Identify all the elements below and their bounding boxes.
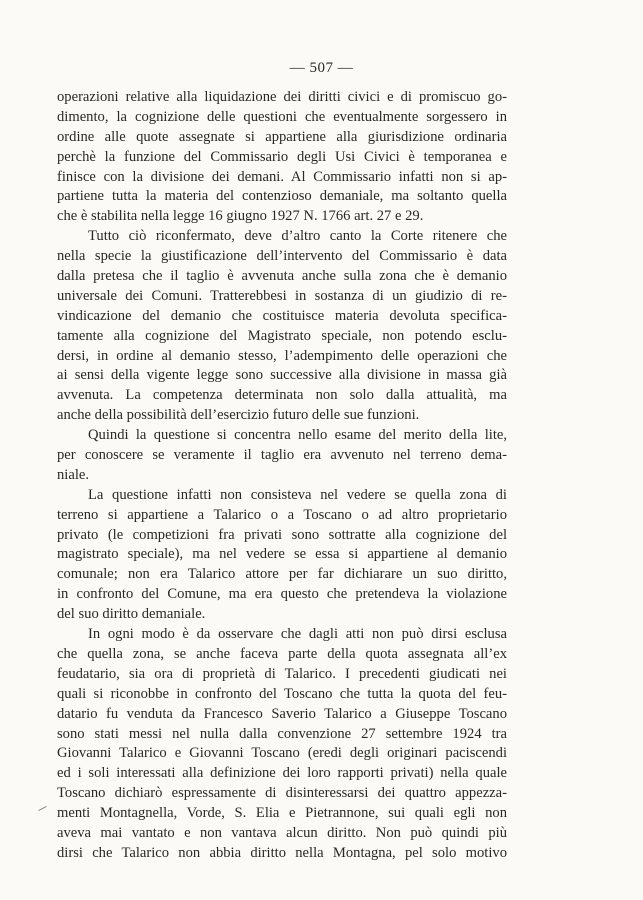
text-line: operazioni relative alla liquidazione dei diritti civici e di promiscuo go-	[57, 89, 507, 105]
text-line: terreno si appartiene a Talarico o a Toscano o ad altro proprietario	[57, 506, 507, 523]
text-line: avvenuta. La competenza determinata non solo dalla attualità, ma	[57, 387, 507, 404]
text-line: quali si riconobbe in confronto del Toscano che tutta la quota del feu-	[57, 685, 507, 702]
body-text	[57, 88, 507, 864]
margin-mark	[38, 806, 46, 811]
text-line: feudatario, sia ora di proprietà di Talarico. I precedenti giudicati nei	[57, 665, 507, 682]
text-line: universale dei Comuni. Tratterebbesi in sostanza di un giudizio di re-	[57, 287, 507, 304]
text-line: In ogni modo è da osservare che dagli atti non può dirsi esclusa	[88, 626, 507, 643]
text-line: vindicazione del demanio che costituisce materia devoluta specifica-	[57, 307, 507, 324]
text-line: Tutto ciò riconfermato, deve d’altro canto la Corte ritenere che	[88, 228, 507, 245]
text-line: partiene tutta la materia del contenzioso demaniale, ma soltanto quella	[57, 188, 507, 205]
text-line: La questione infatti non consisteva nel vedere se quella zona di	[88, 486, 507, 503]
page-number: — 507 —	[289, 60, 354, 76]
text-line: niale.	[57, 466, 90, 483]
text-line: dimento, la cognizione delle questioni che eventualmente sorgessero in	[57, 108, 507, 125]
text-line: per conoscere se veramente il taglio era avvenuto nel terreno dema-	[57, 447, 507, 464]
text-line: dalla pretesa che il taglio è avvenuta anche sulla zona che è demanio	[57, 268, 507, 285]
text-line: dersi, in ordine al demanio stesso, l’adempimento delle operazioni che	[57, 347, 507, 364]
text-line: comunale; non era Talarico attore per far dichiarare un suo diritto,	[57, 566, 507, 583]
text-line: in confronto del Comune, ma era questo che pretendeva la violazione	[57, 586, 507, 603]
text-line: menti Montagnella, Vorde, S. Elia e Pietrannone, sui quali egli non	[57, 805, 507, 822]
text-line: dirsi che Talarico non abbia diritto nella Montagna, pel solo motivo	[57, 844, 507, 861]
paragraph-5	[57, 625, 507, 864]
text-line: Quindi la questione si concentra nello esame del merito della lite,	[88, 427, 507, 444]
paragraph-3	[57, 426, 507, 486]
paragraph-4	[57, 486, 507, 625]
text-line: magistrato speciale), ma nel vedere se essa si appartiene al demanio	[57, 546, 507, 563]
text-line: sono stati messi nel nulla dalla convenzione 27 settembre 1924 tra	[57, 725, 507, 742]
text-line: Giovanni Talarico e Giovanni Toscano (eredi degli originari paciscendi	[57, 745, 507, 762]
text-line: perchè la funzione del Commissario degli Usi Civici è temporanea e	[57, 148, 507, 165]
text-line: anche della possibilità dell’esercizio futuro delle sue funzioni.	[57, 407, 420, 424]
text-line: ai sensi della vigente legge sono successive alla divisione in massa già	[57, 367, 507, 384]
text-line: ed i soli interessati alla definizione dei loro rapporti privati) nella quale	[57, 765, 507, 782]
text-line: che è stabilita nella legge 16 giugno 1927 N. 1766 art. 27 e 29.	[57, 208, 424, 225]
text-line: del suo diritto demaniale.	[57, 606, 206, 623]
text-line: nella specie la giustificazione dell’intervento del Commissario è data	[57, 248, 507, 265]
paragraph-2	[57, 227, 507, 426]
text-line: che quella zona, se anche faceva parte della quota assegnata all’ex	[57, 645, 507, 662]
text-line: aveva mai vantato e non vantava alcun diritto. Non può quindi più	[57, 824, 507, 841]
text-line: privato (le competizioni fra privati sono sottratte alla cognizione del	[57, 526, 507, 543]
text-line: tamente alla cognizione del Magistrato speciale, non potendo esclu-	[57, 327, 507, 344]
text-line: datario fu venduta da Francesco Saverio Talarico a Giuseppe Toscano	[57, 705, 507, 722]
text-line: finisce con la divisione dei demani. Al Commissario infatti non si ap-	[57, 168, 507, 185]
text-line: ordine alle quote assegnate si appartiene alla giurisdizione ordinaria	[57, 128, 507, 145]
text-line: Toscano dichiarò espressamente di disinteressarsi dei quattro appezza-	[57, 785, 507, 802]
paragraph-1	[57, 88, 507, 227]
